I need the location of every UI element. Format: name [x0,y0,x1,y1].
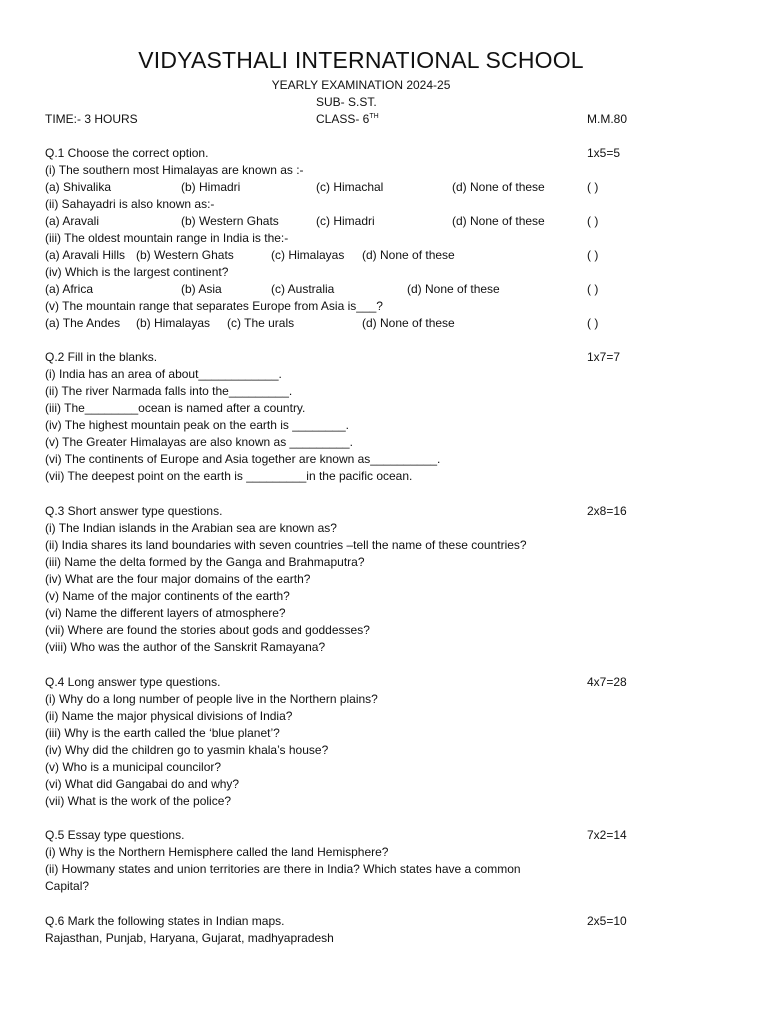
q6-marks: 2x5=10 [587,914,627,928]
q5-item: (ii) Howmany states and union territories are there in India? Which states have a common [45,862,521,876]
q1-question-4: (iv) Which is the largest continent? [45,265,229,279]
q1-1-option-d: (d) None of these [452,180,545,194]
q1-2-option-d: (d) None of these [452,214,545,228]
q3-item: (viii) Who was the author of the Sanskrit Ramayana? [45,640,326,654]
q1-1-option-c: (c) Himachal [316,180,384,194]
q1-3-answer-blank: ( ) [587,248,599,262]
class-text: CLASS- 6 [316,112,370,126]
q5-marks: 7x2=14 [587,828,627,842]
q3-item: (vii) Where are found the stories about gods and goddesses? [45,623,370,637]
q1-4-option-c: (c) Australia [271,282,335,296]
q4-item: (iv) Why did the children go to yasmin khala’s house? [45,743,329,757]
q3-heading: Q.3 Short answer type questions. [45,504,223,518]
q2-item: (vii) The deepest point on the earth is _________in the pacific ocean. [45,469,413,483]
q5-item-continuation: Capital? [45,879,90,893]
q3-marks: 2x8=16 [587,504,627,518]
q1-marks: 1x5=5 [587,146,621,160]
q2-marks: 1x7=7 [587,350,621,364]
q2-item: (vi) The continents of Europe and Asia together are known as__________. [45,452,441,466]
q2-item: (ii) The river Narmada falls into the_________. [45,384,293,398]
q3-item: (v) Name of the major continents of the earth? [45,589,290,603]
q1-5-answer-blank: ( ) [587,316,599,330]
q5-heading: Q.5 Essay type questions. [45,828,185,842]
q1-4-option-a: (a) Africa [45,282,94,296]
class-superscript: TH [369,113,379,120]
q1-4-answer-blank: ( ) [587,282,599,296]
q1-1-option-a: (a) Shivalika [45,180,112,194]
q1-question-5: (v) The mountain range that separates Europe from Asia is___? [45,299,383,313]
q2-heading: Q.2 Fill in the blanks. [45,350,158,364]
q1-question-2: (ii) Sahayadri is also known as:- [45,197,215,211]
q2-item: (i) India has an area of about____________. [45,367,282,381]
q1-3-option-a: (a) Aravali Hills [45,248,126,262]
q1-question-3: (iii) The oldest mountain range in India is the:- [45,231,289,245]
q3-item: (iv) What are the four major domains of the earth? [45,572,311,586]
class-line [316,111,379,128]
q1-4-option-b: (b) Asia [181,282,222,296]
q1-heading: Q.1 Choose the correct option. [45,146,209,160]
q1-5-option-d: (d) None of these [362,316,455,330]
q4-item: (v) Who is a municipal councilor? [45,760,222,774]
q3-item: (iii) Name the delta formed by the Ganga and Brahmaputra? [45,555,365,569]
q1-5-option-c: (c) The urals [227,316,295,330]
q1-5-option-b: (b) Himalayas [136,316,211,330]
q5-item: (i) Why is the Northern Hemisphere called the land Hemisphere? [45,845,389,859]
q2-item: (iii) The________ocean is named after a country. [45,401,306,415]
q1-2-answer-blank: ( ) [587,214,599,228]
q1-3-option-c: (c) Himalayas [271,248,345,262]
q1-2-option-a: (a) Aravali [45,214,100,228]
time-line: TIME:- 3 HOURS [45,112,138,126]
q1-1-option-b: (b) Himadri [181,180,241,194]
exam-title: YEARLY EXAMINATION 2024-25 [271,78,451,92]
q4-item: (vi) What did Gangabai do and why? [45,777,240,791]
q3-item: (ii) India shares its land boundaries with seven countries –tell the name of these countries? [45,538,527,552]
q1-3-option-b: (b) Western Ghats [136,248,234,262]
max-marks: M.M.80 [587,112,628,126]
q1-2-option-c: (c) Himadri [316,214,375,228]
q4-heading: Q.4 Long answer type questions. [45,675,221,689]
q4-item: (iii) Why is the earth called the ‘blue planet’? [45,726,280,740]
q3-item: (vi) Name the different layers of atmosphere? [45,606,286,620]
q1-question-1: (i) The southern most Himalayas are known as :- [45,163,304,177]
school-name: VIDYASTHALI INTERNATIONAL SCHOOL [138,47,584,73]
subject-line: SUB- S.ST. [316,95,377,109]
q2-item: (iv) The highest mountain peak on the earth is ________. [45,418,349,432]
q1-1-answer-blank: ( ) [587,180,599,194]
q4-marks: 4x7=28 [587,675,627,689]
q1-3-option-d: (d) None of these [362,248,455,262]
q4-item: (i) Why do a long number of people live in the Northern plains? [45,692,378,706]
q3-item: (i) The Indian islands in the Arabian sea are known as? [45,521,337,535]
q1-2-option-b: (b) Western Ghats [181,214,279,228]
q6-heading: Q.6 Mark the following states in Indian maps. [45,914,285,928]
q4-item: (ii) Name the major physical divisions of India? [45,709,293,723]
q6-item: Rajasthan, Punjab, Haryana, Gujarat, madhyapradesh [45,931,334,945]
q1-5-option-a: (a) The Andes [45,316,121,330]
q1-4-option-d: (d) None of these [407,282,500,296]
q2-item: (v) The Greater Himalayas are also known as _________. [45,435,353,449]
q4-item: (vii) What is the work of the police? [45,794,232,808]
